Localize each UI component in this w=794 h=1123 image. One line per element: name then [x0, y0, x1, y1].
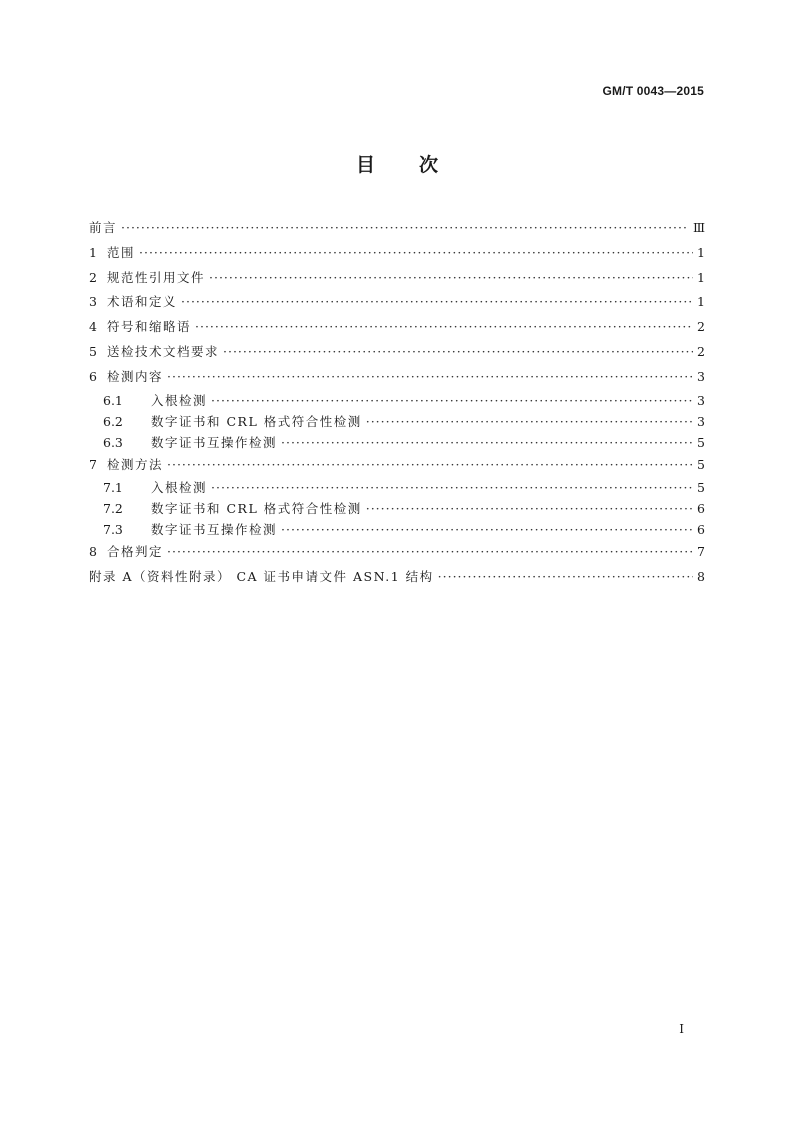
- toc-entry-number: 6.1: [103, 392, 123, 408]
- toc-entry-number: 7.3: [103, 522, 123, 538]
- toc-dot-leader: [281, 432, 693, 453]
- toc-entry-page: 2: [697, 343, 705, 359]
- toc-entry-label: 数字证书和 CRL 格式符合性检测: [151, 413, 362, 429]
- toc-entry-page: 5: [697, 480, 705, 496]
- toc-dot-leader: [139, 241, 693, 266]
- standard-code: GM/T 0043—2015: [602, 84, 704, 98]
- toc-entry-number: 4: [89, 319, 97, 335]
- toc-dot-leader: [223, 340, 693, 365]
- toc-dot-leader: [195, 315, 693, 340]
- toc-dot-leader: [167, 540, 693, 565]
- toc-entry-number: 8: [89, 544, 97, 560]
- toc-entry[interactable]: [89, 216, 705, 241]
- toc-entry-label: 数字证书互操作检测: [151, 522, 278, 538]
- toc-dot-leader: [366, 498, 693, 519]
- toc-dot-leader: [167, 365, 693, 390]
- toc-entry-label: 规范性引用文件: [107, 269, 206, 285]
- toc-entry[interactable]: [89, 477, 705, 498]
- toc-entry[interactable]: [89, 565, 705, 590]
- toc-entry-number: 6.2: [103, 413, 123, 429]
- toc-entry[interactable]: [89, 290, 705, 315]
- toc-entry[interactable]: [89, 340, 705, 365]
- toc-entry-label: 符号和缩略语: [107, 319, 192, 335]
- toc-entry-label: 数字证书互操作检测: [151, 434, 278, 450]
- toc-entry-page: 1: [697, 269, 705, 285]
- toc-dot-leader: [209, 266, 693, 291]
- toc-entry-label: 送检技术文档要求: [107, 343, 220, 359]
- toc-entry-label: 检测内容: [107, 368, 164, 384]
- toc-entry-label: 入根检测: [151, 392, 208, 408]
- toc-entry-page: 7: [697, 544, 705, 560]
- toc-entry-label: 合格判定: [107, 544, 164, 560]
- toc-dot-leader: [281, 519, 693, 540]
- toc-entry[interactable]: [89, 315, 705, 340]
- toc-dot-leader: [438, 565, 693, 590]
- toc-entry-label: 术语和定义: [107, 294, 178, 310]
- toc-entry[interactable]: [89, 365, 705, 390]
- toc-entry-page: 3: [697, 368, 705, 384]
- toc-entry-label: 范围: [107, 244, 136, 260]
- toc-entry-page: 6: [697, 522, 705, 538]
- toc-entry[interactable]: [89, 241, 705, 266]
- toc-entry-label: 数字证书和 CRL 格式符合性检测: [151, 501, 362, 517]
- toc-entry-page: 1: [697, 244, 705, 260]
- toc-dot-leader: [211, 390, 693, 411]
- toc-entry[interactable]: [89, 390, 705, 411]
- toc-entry-number: 3: [89, 294, 97, 310]
- toc-entry[interactable]: [89, 432, 705, 453]
- toc-entry-page: 5: [697, 434, 705, 450]
- toc-entry[interactable]: [89, 498, 705, 519]
- toc-entry-page: 5: [697, 456, 705, 472]
- page-title: 目次: [355, 154, 482, 176]
- toc-entry-page: 8: [697, 569, 705, 585]
- toc-entry-number: 6.3: [103, 434, 123, 450]
- toc-entry-number: 7.2: [103, 501, 123, 517]
- toc-entry-label: 检测方法: [107, 456, 164, 472]
- toc-dot-leader: [366, 411, 693, 432]
- toc-entry[interactable]: [89, 519, 705, 540]
- toc-dot-leader: [121, 216, 689, 241]
- toc-entry[interactable]: [89, 453, 705, 478]
- toc-entry-page: 3: [697, 413, 705, 429]
- toc-entry-page: 2: [697, 319, 705, 335]
- table-of-contents: [89, 216, 705, 590]
- toc-entry-number: 7: [89, 456, 97, 472]
- toc-entry[interactable]: [89, 540, 705, 565]
- toc-entry-number: 1: [89, 244, 97, 260]
- toc-entry[interactable]: [89, 266, 705, 291]
- toc-entry-label: 附录 A（资料性附录） CA 证书申请文件 ASN.1 结构: [89, 569, 434, 585]
- toc-entry-number: 7.1: [103, 480, 123, 496]
- toc-entry-page: 6: [697, 501, 705, 517]
- toc-entry-label: 前言: [89, 220, 118, 235]
- toc-entry[interactable]: [89, 411, 705, 432]
- toc-entry-number: 6: [89, 368, 97, 384]
- page-number: I: [679, 1022, 684, 1036]
- toc-entry-number: 2: [89, 269, 97, 285]
- toc-entry-page: 1: [697, 294, 705, 310]
- toc-entry-label: 入根检测: [151, 480, 208, 496]
- toc-dot-leader: [181, 290, 693, 315]
- toc-dot-leader: [167, 453, 693, 478]
- toc-entry-page: Ⅲ: [692, 220, 705, 235]
- toc-dot-leader: [211, 477, 693, 498]
- toc-entry-page: 3: [697, 392, 705, 408]
- toc-entry-number: 5: [89, 343, 97, 359]
